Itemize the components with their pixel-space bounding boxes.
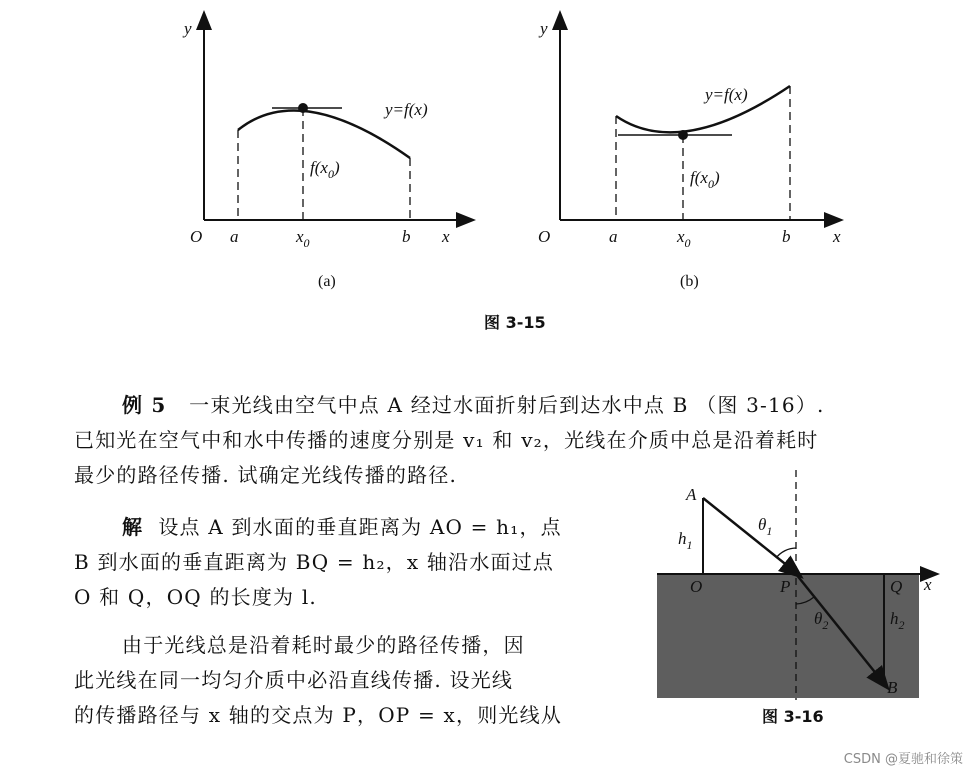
figure-316 xyxy=(657,470,932,726)
x0-label: $x_0$ xyxy=(677,227,691,250)
figure-a xyxy=(182,19,466,290)
x-label: x xyxy=(833,227,841,246)
solution-line-2: B 到水面的垂直距离为 BQ = h₂，x 轴沿水面过点 xyxy=(74,550,555,574)
solution-line-1 xyxy=(74,510,562,545)
caption-a: (a) xyxy=(318,273,336,290)
example-label: 例 5 xyxy=(122,393,167,417)
y-label: y xyxy=(540,19,548,38)
theta1-arc xyxy=(776,548,796,558)
x0-label: $x_0$ xyxy=(296,227,310,250)
a-label: a xyxy=(230,227,239,246)
fx0-label: $f(x_0)$ xyxy=(690,168,720,191)
solution-line-3: O 和 Q，OQ 的长度为 l. xyxy=(74,585,317,609)
x-label: x xyxy=(442,227,450,246)
example-text-1: 一束光线由空气中点 A 经过水面折射后到达水中点 B （图 3-16）. xyxy=(189,393,825,417)
curve-label: y=f(x) xyxy=(385,100,428,119)
example-line-2: 已知光在空气中和水中传播的速度分别是 v₁ 和 v₂，光线在介质中总是沿着耗时 xyxy=(74,428,819,452)
figure-b xyxy=(538,19,841,290)
incident-ray xyxy=(703,498,794,571)
point-p-label: P xyxy=(780,577,791,596)
h2-label: $h_2$ xyxy=(890,609,905,632)
solution-label: 解 xyxy=(122,515,144,539)
propagation-line-2: 此光线在同一均匀介质中必沿直线传播. 设光线 xyxy=(74,668,514,692)
propagation-line-3: 的传播路径与 x 轴的交点为 P，OP = x，则光线从 xyxy=(74,703,563,727)
y-label: y xyxy=(184,19,192,38)
theta2-label: $\theta_2$ xyxy=(814,609,829,632)
propagation-line-1: 由于光线总是沿着耗时最少的路径传播，因 xyxy=(122,633,525,657)
watermark: CSDN @夏驰和徐策 xyxy=(843,752,963,767)
example-paragraph xyxy=(74,388,825,493)
fx0-label: $f(x_0)$ xyxy=(310,158,340,181)
figure-316-caption: 图 3-16 xyxy=(762,707,824,726)
origin-label: O xyxy=(538,227,551,246)
example-line-1 xyxy=(74,388,825,423)
point-o-label: O xyxy=(690,577,703,596)
curve-label: y=f(x) xyxy=(705,85,748,104)
example-line-3: 最少的路径传播. 试确定光线传播的路径. xyxy=(74,463,458,487)
figure-315-caption: 图 3-15 xyxy=(484,313,546,332)
solution-paragraph xyxy=(74,510,562,615)
point-a-label: A xyxy=(686,485,697,504)
b-label: b xyxy=(782,227,791,246)
theta1-label: $\theta_1$ xyxy=(758,515,773,538)
h1-label: $h_1$ xyxy=(678,529,693,552)
b-label: b xyxy=(402,227,411,246)
point-q-label: Q xyxy=(890,577,903,596)
point-b-label: B xyxy=(887,678,898,697)
a-label: a xyxy=(609,227,618,246)
x-axis-label: x xyxy=(924,575,932,594)
curve xyxy=(616,86,790,132)
solution-text-1: 设点 A 到水面的垂直距离为 AO = h₁，点 xyxy=(158,515,562,539)
origin-label: O xyxy=(190,227,203,246)
caption-b: (b) xyxy=(680,273,699,290)
propagation-paragraph xyxy=(74,628,562,733)
